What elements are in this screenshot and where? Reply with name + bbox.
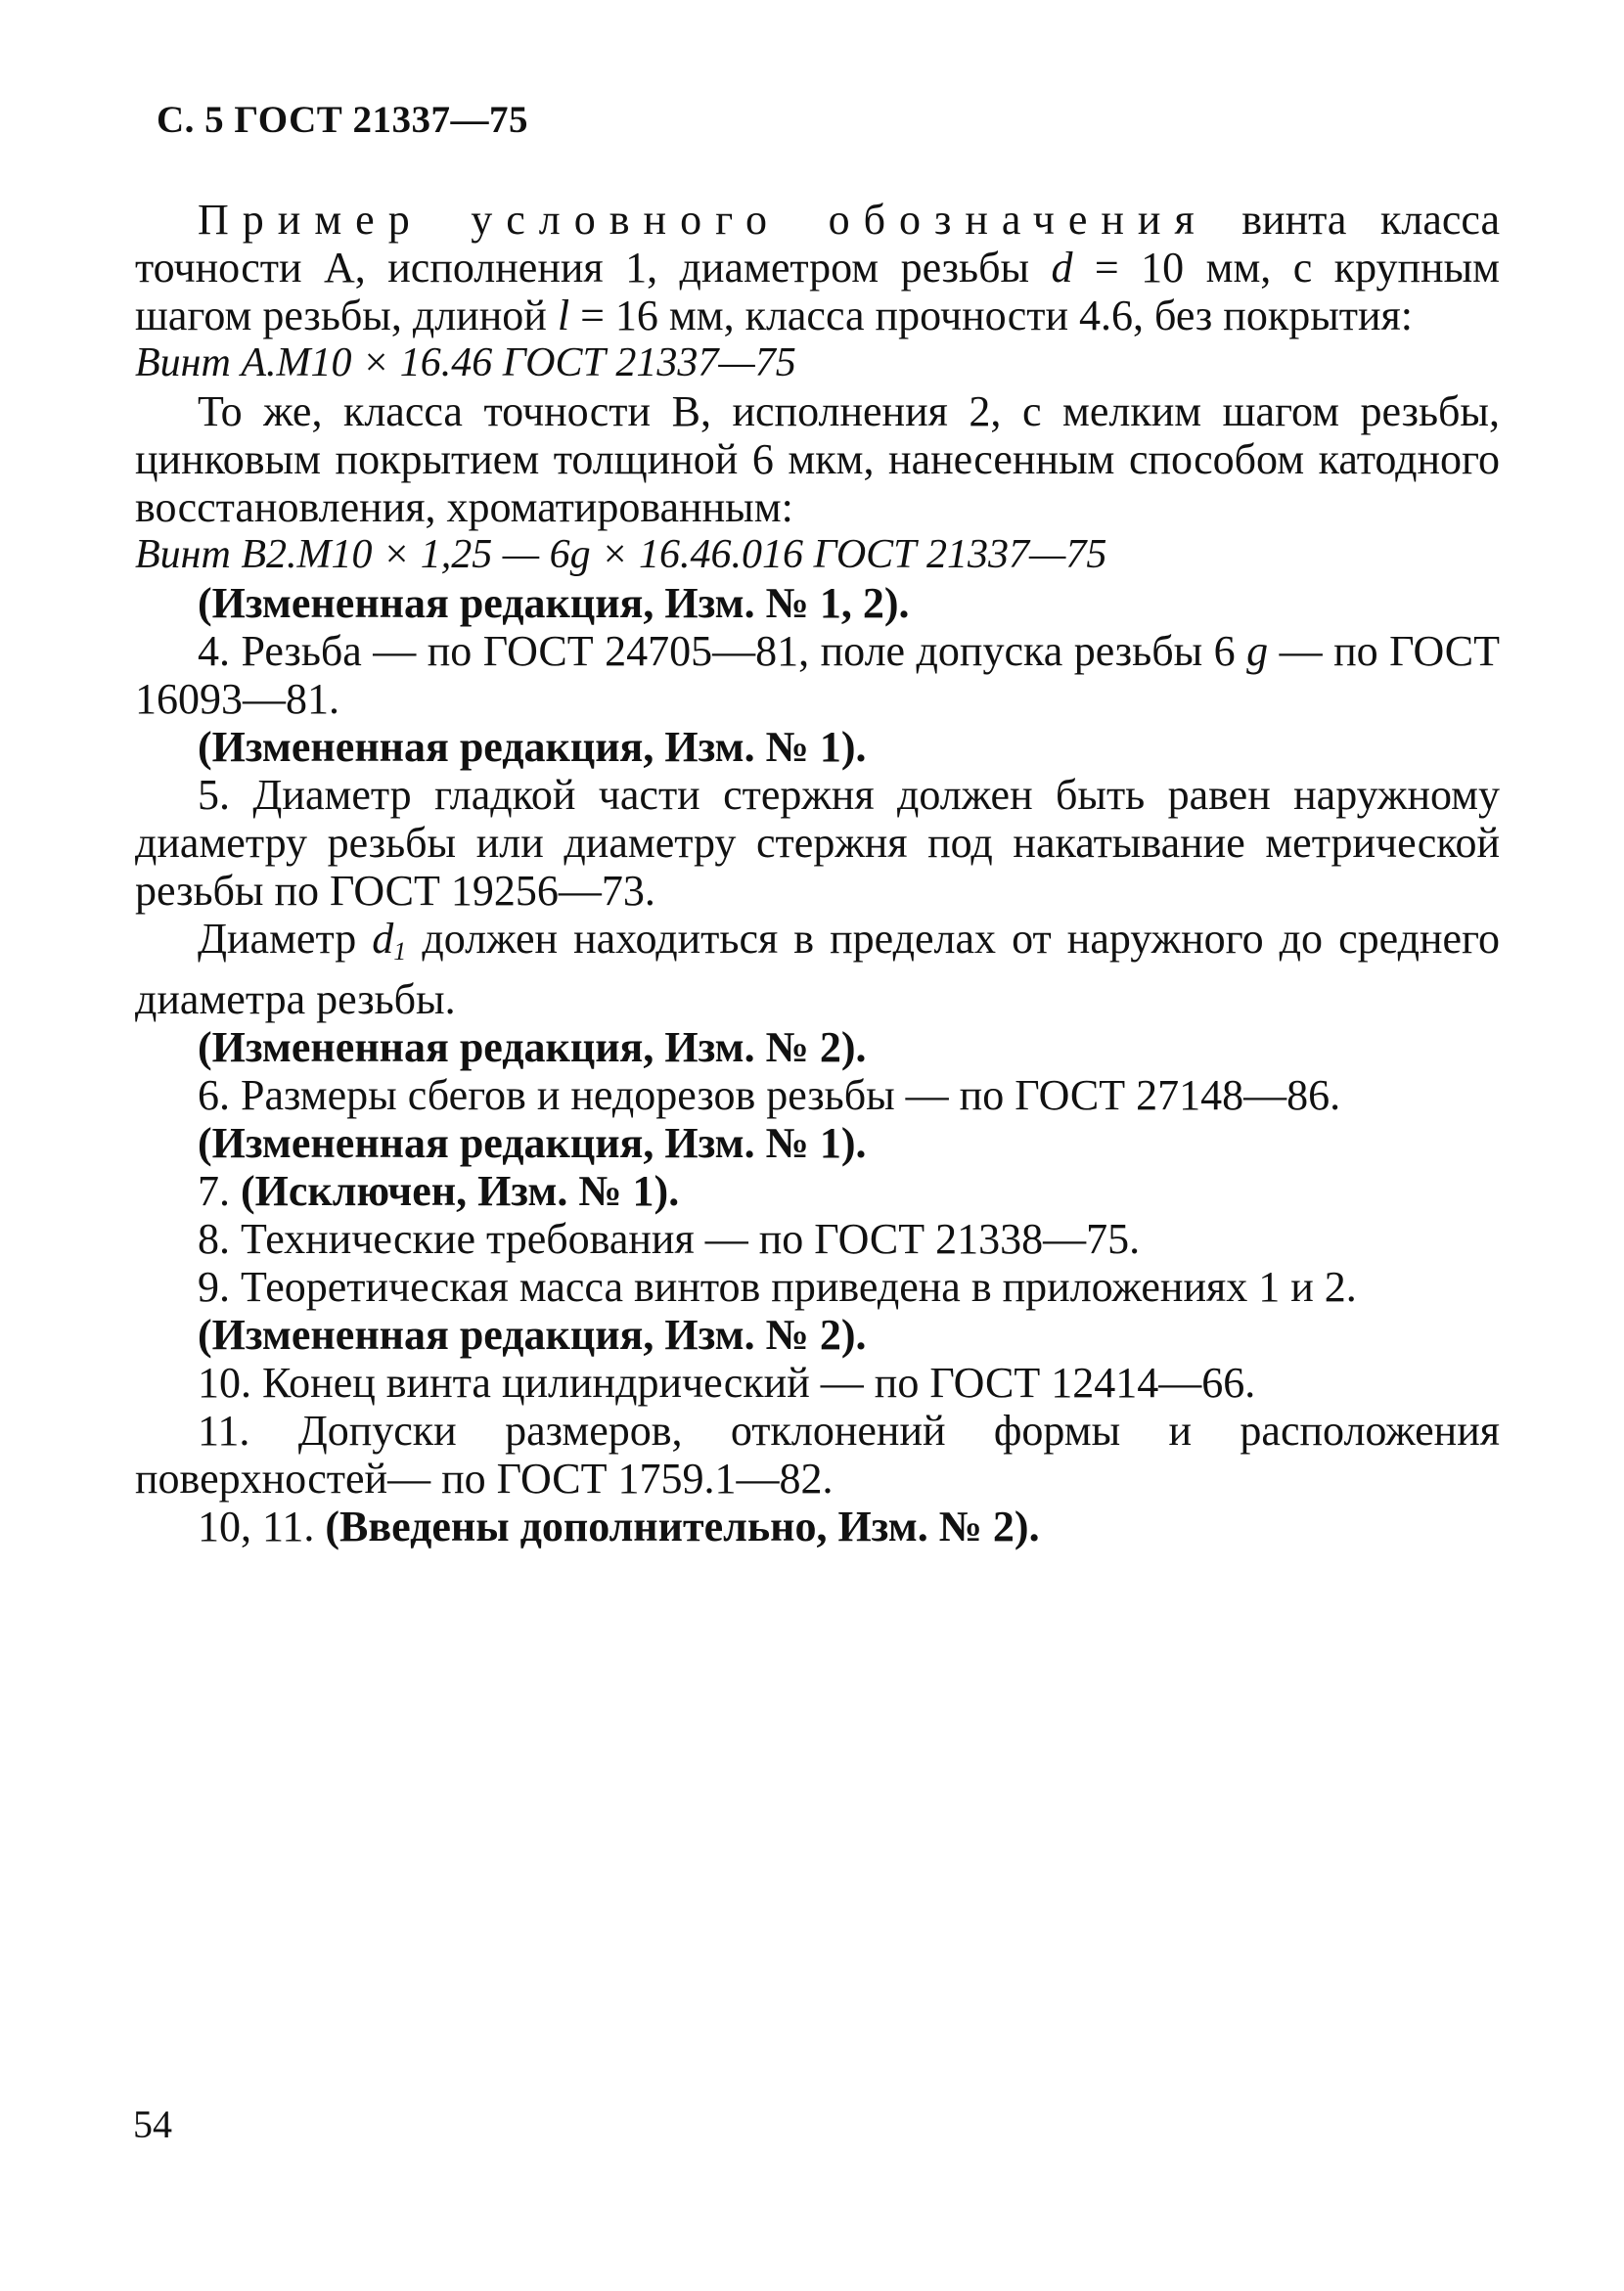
item-5-diameter-d1: Диаметр $d_1$ должен находиться в пределах от наружного до среднего диаметра резьбы. — [135, 915, 1500, 1023]
item-10: 10. Конец винта цилиндрический — по ГОСТ 12414—66. — [198, 1359, 1256, 1407]
amendment-note: (Измененная редакция, Изм. № 1). — [198, 1119, 867, 1167]
amendment-note: (Измененная редакция, Изм. № 2). — [198, 1311, 867, 1359]
item-11: 11. Допуски размеров, отклонений формы и расположения поверхностей— по ГОСТ 1759.1—82. — [135, 1407, 1500, 1503]
item-9: 9. Теоретическая масса винтов приведена в приложениях 1 и 2. — [198, 1263, 1357, 1311]
designation-formula-2: Винт В2.М10 × 1,25 — 6g × 16.46.016 ГОСТ 21337—75 — [135, 532, 1107, 577]
item-5: 5. Диаметр гладкой части стержня должен быть равен наружному диаметру резьбы или диаметру стержня под накатывание метрической резьбы по ГОСТ 19256—73. — [135, 771, 1500, 915]
document-body — [135, 196, 1500, 1550]
items-10-11-note: 10, 11. (Введены дополнительно, Изм. № 2). — [198, 1503, 1040, 1550]
page-header: С. 5 ГОСТ 21337—75 — [157, 99, 528, 141]
item-6: 6. Размеры сбегов и недорезов резьбы — по ГОСТ 27148—86. — [198, 1071, 1341, 1119]
amendment-note: (Измененная редакция, Изм. № 1, 2). — [198, 579, 910, 627]
designation-formula-1: Винт А.М10 × 16.46 ГОСТ 21337—75 — [135, 340, 796, 385]
same-class-b-paragraph: То же, класса точности В, исполнения 2, с мелким шагом резьбы, цинковым покрытием толщиной 6 мкм, нанесенным способом катодного восстановления, хроматированным: — [135, 387, 1500, 531]
example-lead: Пример условного обозначения — [198, 196, 1208, 244]
page-number: 54 — [133, 2102, 172, 2146]
amendment-note: (Измененная редакция, Изм. № 1). — [198, 723, 867, 771]
designation-example-paragraph: Пример условного обозначения винта класса точности А, исполнения 1, диаметром резьбы d = 10 мм, с крупным шагом резьбы, длиной l = 16 мм, класса прочности 4.6, без покрытия: — [135, 196, 1501, 339]
item-7: 7. (Исключен, Изм. № 1). — [198, 1167, 680, 1215]
amendment-note: (Измененная редакция, Изм. № 2). — [198, 1023, 867, 1071]
item-4: 4. Резьба — по ГОСТ 24705—81, поле допуска резьбы 6 g — по ГОСТ 16093—81. — [135, 627, 1500, 723]
item-8: 8. Технические требования — по ГОСТ 21338—75. — [198, 1215, 1141, 1263]
